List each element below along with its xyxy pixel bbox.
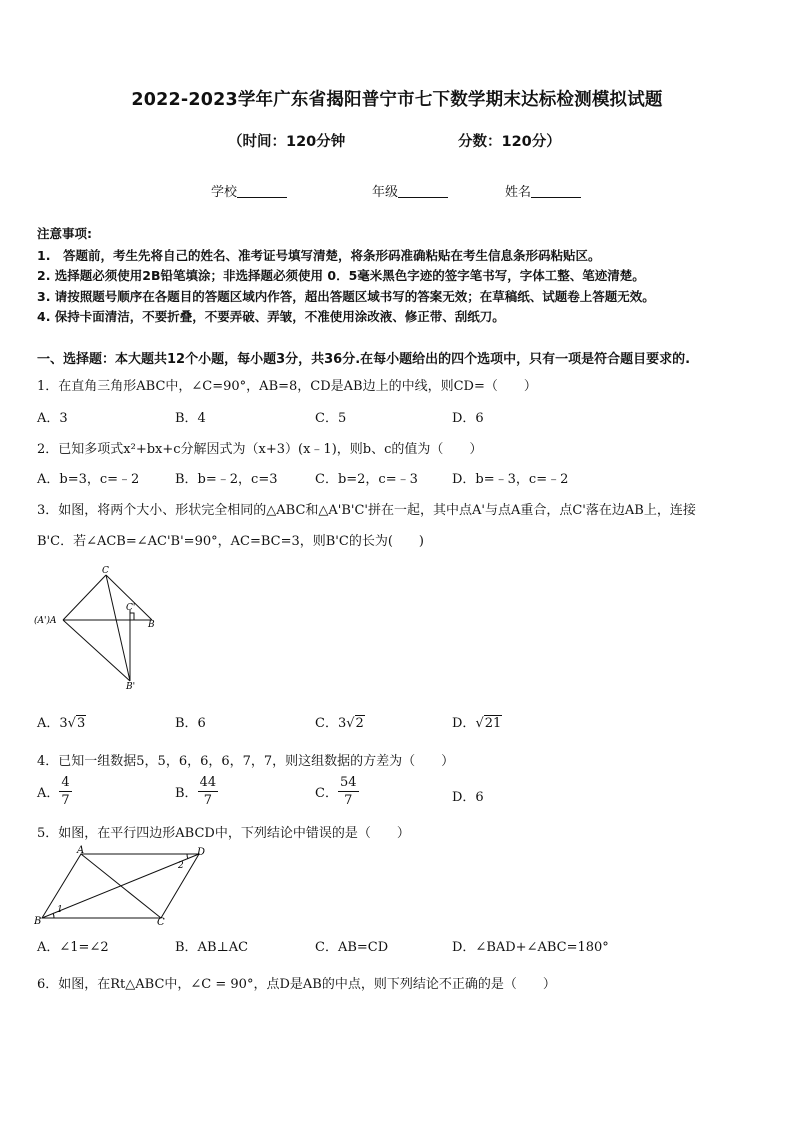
q3-label-c: C	[102, 566, 109, 576]
exam-time: （时间：120分钟	[228, 134, 346, 150]
question-4-stem: 4．已知一组数据5，5，6，6，6，7，7，则这组数据的方差为（ ）	[37, 754, 455, 769]
q2-option-a: A．b=3，c=﹣2	[37, 472, 140, 487]
q5-option-b: B．AB⊥AC	[175, 940, 249, 955]
school-blank[interactable]	[237, 185, 287, 198]
q1-option-a: A．3	[37, 411, 68, 426]
note-item: 3. 请按照题号顺序在各题目的答题区域内作答，超出答题区域书写的答案无效；在草稿纸、试题卷上答题无效。	[37, 289, 655, 304]
notes-heading: 注意事项:	[37, 226, 92, 241]
sqrt-sign: √	[475, 716, 484, 731]
q3-label-bprime: B'	[126, 682, 136, 691]
q3-option-d: D．√21	[452, 716, 502, 731]
q5-figure	[34, 844, 214, 930]
q1-option-c: C．5	[315, 411, 347, 426]
q3-label-cprime: C'	[126, 603, 136, 613]
q3-figure	[34, 563, 164, 691]
q1-option-b: B．4	[175, 411, 206, 426]
question-5-stem: 5．如图，在平行四边形ABCD中，下列结论中错误的是（ ）	[37, 826, 410, 841]
question-3-stem-line1: 3．如图，将两个大小、形状完全相同的△ABC和△A'B'C'拼在一起，其中点A'与点A重合，点C'落在边AB上，连接	[37, 503, 696, 518]
note-item: 4. 保持卡面清洁，不要折叠，不要弄破、弄皱，不准使用涂改液、修正带、刮纸刀。	[37, 309, 505, 324]
question-2-stem: 2．已知多项式x²+bx+c分解因式为（x+3）(x﹣1)，则b、c的值为（ ）	[37, 442, 483, 457]
q2-option-d: D．b=﹣3，c=﹣2	[452, 472, 569, 487]
q5-label-c: C	[157, 917, 165, 928]
q2-option-b: B．b=﹣2，c=3	[175, 472, 278, 487]
sqrt-sign: √	[346, 716, 355, 731]
q5-label-1: 1	[57, 905, 63, 915]
school-label: 学校	[211, 185, 238, 200]
sqrt-sign: √	[67, 716, 76, 731]
grade-field	[372, 181, 448, 200]
q3-option-b: B．6	[175, 716, 206, 731]
note-item: 1. 答题前，考生先将自己的姓名、准考证号填写清楚，将条形码准确粘贴在考生信息条形码粘贴区。	[37, 248, 601, 263]
question-3-stem-line2: B'C．若∠ACB=∠AC'B'=90°，AC=BC=3，则B'C的长为( )	[37, 534, 424, 549]
q4-option-a: A． $\frac{4}{7}$	[37, 775, 70, 808]
q5-option-c: C．AB=CD	[315, 940, 389, 955]
name-blank[interactable]	[531, 185, 581, 198]
q1-option-d: D．6	[452, 411, 484, 426]
note-item: 2. 选择题必须使用2B铅笔填涂；非选择题必须使用 0．5毫米黑色字迹的签字笔书写，字体工整、笔迹清楚。	[37, 268, 645, 283]
q4-option-d: D．6	[452, 790, 484, 805]
q5-option-a: A．∠1=∠2	[37, 940, 109, 955]
question-1-stem: 1．在直角三角形ABC中，∠C=90°，AB=8，CD是AB边上的中线，则CD=（ ）	[37, 379, 537, 394]
q5-option-d: D．∠BAD+∠ABC=180°	[452, 940, 609, 955]
section-heading: 一、选择题：本大题共12个小题，每小题3分，共36分.在每小题给出的四个选项中，只有一项是符合题目要求的.	[37, 352, 691, 367]
exam-score: 分数：120分）	[458, 134, 561, 150]
fraction: $\frac{44}{7}$	[199, 775, 217, 808]
q2-option-c: C．b=2，c=﹣3	[315, 472, 418, 487]
grade-blank[interactable]	[398, 185, 448, 198]
q3-option-c: C．3√2	[315, 716, 364, 731]
fraction: $\frac{4}{7}$	[61, 775, 70, 808]
q3-label-a: (A')A	[34, 616, 57, 626]
q4-option-b: B． $\frac{44}{7}$	[175, 775, 217, 808]
name-field	[505, 181, 581, 200]
q5-label-b: B	[34, 916, 42, 927]
name-label: 姓名	[505, 185, 532, 200]
fraction: $\frac{54}{7}$	[339, 775, 357, 808]
school-field	[211, 181, 287, 200]
q5-label-d: D	[197, 847, 206, 858]
q3-label-b: B	[148, 620, 155, 630]
page-title: 2022-2023学年广东省揭阳普宁市七下数学期末达标检测模拟试题	[131, 90, 663, 110]
q5-label-a: A	[77, 845, 85, 856]
grade-label: 年级	[372, 185, 399, 200]
q4-option-c: C． $\frac{54}{7}$	[315, 775, 357, 808]
q3-option-a: A．3√3	[37, 716, 86, 731]
question-6-stem: 6．如图，在Rt△ABC中，∠C = 90°，点D是AB的中点，则下列结论不正确的是（ ）	[37, 977, 556, 992]
q5-label-2: 2	[178, 861, 184, 871]
